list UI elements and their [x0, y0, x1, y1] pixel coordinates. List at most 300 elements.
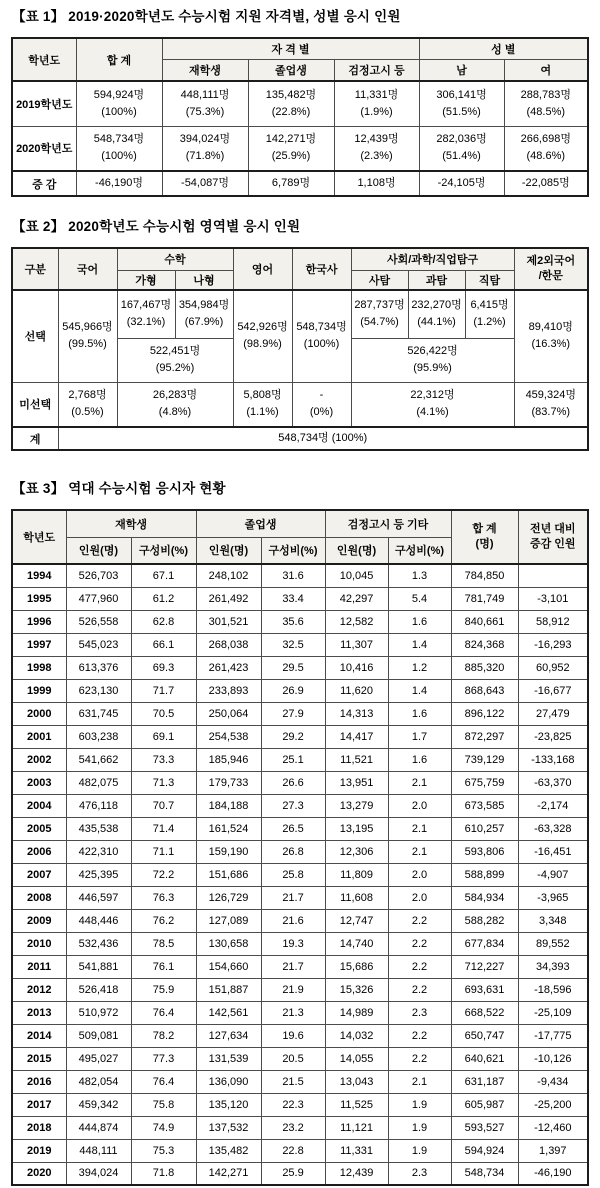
cell-yoy-diff: -3,101 [518, 587, 588, 610]
header-korean: 국어 [58, 248, 117, 290]
cell-total: 781,749 [451, 587, 518, 610]
cell-ged-count: 12,747 [325, 909, 388, 932]
cell-science [408, 290, 465, 338]
year-cell: 2011 [12, 955, 66, 978]
cell-ged-ratio: 1.6 [388, 610, 451, 633]
cell-enrolled-ratio: 61.2 [131, 587, 196, 610]
cell-ged-ratio: 2.3 [388, 1001, 451, 1024]
header-inquiry-group: 사회/과학/직업탐구 [351, 248, 514, 270]
cell-ged-count: 12,582 [325, 610, 388, 633]
cell-ged-ratio: 2.2 [388, 978, 451, 1001]
header-gender-group: 성 별 [419, 38, 588, 59]
header-line: 전년 대비 [530, 523, 576, 535]
cell-graduate-count: 131,539 [196, 1047, 261, 1070]
count-line: 6,415명 [470, 299, 509, 312]
cell-enrolled-ratio: 70.7 [131, 794, 196, 817]
cell-graduate-ratio: 25.9 [261, 1162, 325, 1185]
table-row [12, 932, 588, 955]
cell-yoy-diff: -17,775 [518, 1024, 588, 1047]
table-row [12, 725, 588, 748]
cell-ged-ratio: 2.0 [388, 886, 451, 909]
cell-enrolled-count: 477,960 [66, 587, 131, 610]
percent-line: (71.8%) [185, 150, 225, 163]
header-total [451, 510, 518, 564]
cell-enrolled-count: 613,376 [66, 656, 131, 679]
cell-ged-count: 12,306 [325, 840, 388, 863]
cell-ged-ratio: 2.2 [388, 955, 451, 978]
table-row [12, 1116, 588, 1139]
table-row [12, 978, 588, 1001]
header-math-b: 나형 [175, 270, 233, 290]
percent-line: (99.5%) [68, 338, 107, 351]
cell-graduate-ratio: 21.3 [261, 1001, 325, 1024]
cell-enrolled-count: 444,874 [66, 1116, 131, 1139]
cell-grand-total: 548,734명 (100%) [58, 427, 588, 450]
header-row [12, 38, 588, 59]
cell-ged-ratio: 1.4 [388, 633, 451, 656]
cell-total: 824,368 [451, 633, 518, 656]
header-qualification-group: 자 격 별 [162, 38, 419, 59]
count-line: 89,410명 [528, 321, 573, 334]
count-line: 545,966명 [62, 321, 113, 334]
cell-enrolled-count: 541,662 [66, 748, 131, 771]
year-cell: 1994 [12, 564, 66, 587]
year-cell: 2015 [12, 1047, 66, 1070]
cell-enrolled-count: 510,972 [66, 1001, 131, 1024]
cell-graduate-ratio: 20.5 [261, 1047, 325, 1070]
table-row [12, 1139, 588, 1162]
cell-ged-ratio: 1.6 [388, 702, 451, 725]
cell-ged-count: 10,416 [325, 656, 388, 679]
count-line: 287,737명 [354, 299, 405, 312]
cell-yoy-diff: -4,907 [518, 863, 588, 886]
cell [162, 81, 248, 126]
cell-graduate-ratio: 26.5 [261, 817, 325, 840]
cell-ged-count: 11,521 [325, 748, 388, 771]
header-graduate-group: 졸업생 [196, 510, 325, 537]
header-graduate: 졸업생 [248, 59, 334, 81]
cell-ged-ratio: 1.6 [388, 748, 451, 771]
cell-enrolled-count: 603,238 [66, 725, 131, 748]
cell-history [292, 290, 351, 382]
year-cell: 2013 [12, 1001, 66, 1024]
cell-total: 650,747 [451, 1024, 518, 1047]
percent-line: (1.1%) [246, 406, 279, 419]
percent-line: (0%) [309, 406, 334, 419]
count-line: 459,324명 [525, 389, 576, 402]
header-line: 합 계 [472, 523, 497, 535]
cell-total: 640,621 [451, 1047, 518, 1070]
table-row [12, 771, 588, 794]
table-row [12, 1024, 588, 1047]
table-row [12, 817, 588, 840]
table-row [12, 794, 588, 817]
cell-enrolled-count: 482,054 [66, 1070, 131, 1093]
cell [504, 126, 588, 171]
cell-ged-count: 15,686 [325, 955, 388, 978]
cell-total: 693,631 [451, 978, 518, 1001]
count-line: 288,783명 [520, 88, 571, 101]
count-line: 22,312명 [410, 389, 455, 402]
cell-math-a [117, 290, 175, 338]
year-cell: 2002 [12, 748, 66, 771]
year-cell: 2006 [12, 840, 66, 863]
cell-yoy-diff: -10,126 [518, 1047, 588, 1070]
cell-ged-count: 13,043 [325, 1070, 388, 1093]
cell-graduate-ratio: 21.7 [261, 955, 325, 978]
cell-english [233, 290, 292, 382]
cell [248, 126, 334, 171]
table-row [12, 1162, 588, 1185]
cell-enrolled-ratio: 78.2 [131, 1024, 196, 1047]
cell-enrolled-ratio: 75.8 [131, 1093, 196, 1116]
table-row [12, 679, 588, 702]
cell-ged-ratio: 2.2 [388, 909, 451, 932]
cell-enrolled-count: 446,597 [66, 886, 131, 909]
table-row [12, 1070, 588, 1093]
header-line: /한문 [538, 270, 563, 282]
header-line: (명) [475, 538, 494, 550]
count-line: 2,768명 [68, 389, 107, 402]
cell-ged-ratio: 2.0 [388, 794, 451, 817]
cell-yoy-diff: -63,370 [518, 771, 588, 794]
cell-yoy-diff: 58,912 [518, 610, 588, 633]
cell-enrolled-count: 509,081 [66, 1024, 131, 1047]
cell: -22,085명 [504, 171, 588, 196]
header-line: 제2외국어 [526, 255, 576, 267]
cell-ged-count: 11,331 [325, 1139, 388, 1162]
cell-graduate-ratio: 32.5 [261, 633, 325, 656]
cell-total: 588,899 [451, 863, 518, 886]
header-ged: 검정고시 등 [334, 59, 419, 81]
cell-second-language [514, 290, 588, 382]
cell-math-b [175, 290, 233, 338]
cell-graduate-count: 254,538 [196, 725, 261, 748]
year-cell: 2003 [12, 771, 66, 794]
percent-line: (100%) [101, 150, 137, 163]
cell [419, 126, 504, 171]
cell-ged-count: 11,121 [325, 1116, 388, 1139]
cell-total: 784,850 [451, 564, 518, 587]
percent-line: (2.3%) [360, 150, 393, 163]
cell-total: 872,297 [451, 725, 518, 748]
header-ratio: 구성비(%) [261, 537, 325, 564]
cell-enrolled-ratio: 76.1 [131, 955, 196, 978]
cell-graduate-ratio: 21.5 [261, 1070, 325, 1093]
year-cell: 2008 [12, 886, 66, 909]
cell [334, 126, 419, 171]
percent-line: (0.5%) [71, 406, 104, 419]
table3 [11, 509, 589, 1186]
cell-enrolled-count: 435,538 [66, 817, 131, 840]
diff-row [12, 171, 588, 196]
cell-graduate-count: 268,038 [196, 633, 261, 656]
table-row [12, 886, 588, 909]
cell-yoy-diff: -2,174 [518, 794, 588, 817]
cell-total: 584,934 [451, 886, 518, 909]
cell-yoy-diff [518, 564, 588, 587]
table-row [12, 656, 588, 679]
cell-yoy-diff: -133,168 [518, 748, 588, 771]
cell-graduate-count: 137,532 [196, 1116, 261, 1139]
cell-ged-count: 14,989 [325, 1001, 388, 1024]
header-second-language [514, 248, 588, 290]
cell-ged-ratio: 1.2 [388, 656, 451, 679]
cell-enrolled-count: 526,558 [66, 610, 131, 633]
cell-graduate-ratio: 25.8 [261, 863, 325, 886]
cell-ged-count: 11,525 [325, 1093, 388, 1116]
cell-graduate-ratio: 29.5 [261, 656, 325, 679]
cell-yoy-diff: -25,109 [518, 1001, 588, 1024]
percent-line: (1.2%) [473, 316, 506, 329]
header-ratio: 구성비(%) [131, 537, 196, 564]
percent-line: (95.9%) [413, 362, 452, 374]
table1 [11, 37, 589, 197]
count-line: 354,984명 [178, 299, 230, 312]
total-row [12, 427, 588, 450]
cell-enrolled-count: 448,111 [66, 1139, 131, 1162]
cell-enrolled-ratio: 71.8 [131, 1162, 196, 1185]
count-line: 542,926명 [237, 321, 288, 334]
count-line: 135,482명 [265, 88, 317, 101]
count-line: 11,331명 [354, 88, 399, 101]
cell-ged-count: 11,307 [325, 633, 388, 656]
cell-inquiry [351, 382, 514, 427]
header-count: 인원(명) [325, 537, 388, 564]
cell: -24,105명 [419, 171, 504, 196]
table2 [11, 247, 589, 451]
cell-total: 548,734 [451, 1162, 518, 1185]
cell-graduate-ratio: 27.9 [261, 702, 325, 725]
cell-graduate-ratio: 31.6 [261, 564, 325, 587]
cell-ged-count: 13,195 [325, 817, 388, 840]
header-line: 증감 인원 [530, 538, 576, 550]
cell-yoy-diff: 34,393 [518, 955, 588, 978]
table-row [12, 587, 588, 610]
cell-yoy-diff: -18,596 [518, 978, 588, 1001]
table3-body [12, 564, 588, 1185]
cell-enrolled-ratio: 62.8 [131, 610, 196, 633]
cell-ged-count: 15,326 [325, 978, 388, 1001]
cell-graduate-count: 261,423 [196, 656, 261, 679]
cell-enrolled-ratio: 70.5 [131, 702, 196, 725]
cell-ged-ratio: 2.0 [388, 863, 451, 886]
cell-enrolled-count: 495,027 [66, 1047, 131, 1070]
cell-graduate-count: 261,492 [196, 587, 261, 610]
selected-row [12, 290, 588, 338]
cell-graduate-count: 154,660 [196, 955, 261, 978]
cell-total: 739,129 [451, 748, 518, 771]
cell [334, 81, 419, 126]
cell-graduate-ratio: 21.6 [261, 909, 325, 932]
table-row [12, 840, 588, 863]
cell-graduate-count: 250,064 [196, 702, 261, 725]
cell-graduate-count: 179,733 [196, 771, 261, 794]
cell-graduate-count: 135,120 [196, 1093, 261, 1116]
cell-total: 594,924 [451, 1139, 518, 1162]
count-line: 232,270명 [411, 299, 462, 312]
cell-graduate-ratio: 22.8 [261, 1139, 325, 1162]
header-category: 구분 [12, 248, 58, 290]
cell-yoy-diff: -23,825 [518, 725, 588, 748]
year-cell: 2009 [12, 909, 66, 932]
header-year: 학년도 [12, 38, 76, 81]
cell-graduate-count: 130,658 [196, 932, 261, 955]
count-line: - [319, 389, 324, 402]
cell [162, 126, 248, 171]
cell-yoy-diff: -9,434 [518, 1070, 588, 1093]
header-ged-group: 검정고시 등 기타 [325, 510, 451, 537]
cell-yoy-diff: 3,348 [518, 909, 588, 932]
cell-english [233, 382, 292, 427]
cell-graduate-ratio: 29.2 [261, 725, 325, 748]
cell-enrolled-count: 526,703 [66, 564, 131, 587]
cell-ged-count: 14,313 [325, 702, 388, 725]
cell-graduate-ratio: 26.8 [261, 840, 325, 863]
table-row [12, 610, 588, 633]
cell-history [292, 382, 351, 427]
cell-total: 593,527 [451, 1116, 518, 1139]
cell-math-subtotal [117, 338, 233, 382]
percent-line: (48.6%) [526, 150, 566, 163]
cell-math [117, 382, 233, 427]
cell-ged-count: 14,417 [325, 725, 388, 748]
cell-enrolled-ratio: 76.4 [131, 1070, 196, 1093]
cell-enrolled-count: 482,075 [66, 771, 131, 794]
cell-enrolled-ratio: 71.7 [131, 679, 196, 702]
cell-total: 588,282 [451, 909, 518, 932]
count-line: 548,734명 [93, 133, 145, 146]
cell-graduate-ratio: 33.4 [261, 587, 325, 610]
year-cell: 2016 [12, 1070, 66, 1093]
year-cell: 2005 [12, 817, 66, 840]
header-male: 남 [419, 59, 504, 81]
cell-ged-ratio: 5.4 [388, 587, 451, 610]
unselected-row [12, 382, 588, 427]
cell-graduate-count: 233,893 [196, 679, 261, 702]
cell-total: 675,759 [451, 771, 518, 794]
cell-enrolled-ratio: 69.1 [131, 725, 196, 748]
cell-yoy-diff: 27,479 [518, 702, 588, 725]
cell-ged-count: 11,608 [325, 886, 388, 909]
cell-graduate-count: 126,729 [196, 886, 261, 909]
year-cell: 1995 [12, 587, 66, 610]
header-total: 합 계 [76, 38, 162, 81]
year-cell: 2007 [12, 863, 66, 886]
cell-enrolled-count: 459,342 [66, 1093, 131, 1116]
header-social: 사탐 [351, 270, 408, 290]
percent-line: (75.3%) [185, 105, 225, 118]
header-female: 여 [504, 59, 588, 81]
cell-graduate-count: 301,521 [196, 610, 261, 633]
cell-ged-ratio: 1.7 [388, 725, 451, 748]
header-enrolled-group: 재학생 [66, 510, 196, 537]
cell-total: 677,834 [451, 932, 518, 955]
row-label: 미선택 [12, 382, 58, 427]
count-line: 266,698명 [520, 133, 571, 146]
cell-ged-count: 14,740 [325, 932, 388, 955]
cell-enrolled-ratio: 75.9 [131, 978, 196, 1001]
cell-ged-ratio: 2.3 [388, 1162, 451, 1185]
cell-ged-ratio: 1.3 [388, 564, 451, 587]
cell-ged-ratio: 2.1 [388, 840, 451, 863]
percent-line: (4.1%) [416, 406, 449, 419]
percent-line: (51.5%) [442, 105, 481, 118]
percent-line: (100%) [101, 105, 137, 118]
percent-line: (67.9%) [184, 316, 224, 329]
cell-ged-ratio: 2.1 [388, 1070, 451, 1093]
cell-yoy-diff: -16,451 [518, 840, 588, 863]
cell-total: 631,187 [451, 1070, 518, 1093]
cell-total: 668,522 [451, 1001, 518, 1024]
percent-line: (44.1%) [417, 316, 456, 329]
percent-line: (16.3%) [531, 338, 571, 351]
percent-line: (54.7%) [360, 316, 399, 329]
cell-graduate-ratio: 23.2 [261, 1116, 325, 1139]
cell-enrolled-count: 526,418 [66, 978, 131, 1001]
cell-graduate-ratio: 25.1 [261, 748, 325, 771]
count-line: 142,271명 [265, 133, 317, 146]
count-line: 548,734명 [296, 321, 347, 334]
count-line: 26,283명 [152, 389, 198, 402]
cell: 1,108명 [334, 171, 419, 196]
year-cell: 2019 [12, 1139, 66, 1162]
cell-ged-count: 10,045 [325, 564, 388, 587]
cell: 6,789명 [248, 171, 334, 196]
cell-graduate-count: 159,190 [196, 840, 261, 863]
cell-yoy-diff: -3,965 [518, 886, 588, 909]
cell-enrolled-count: 448,446 [66, 909, 131, 932]
header-row [12, 248, 588, 270]
percent-line: (51.4%) [442, 150, 481, 163]
count-line: 448,111명 [180, 88, 230, 101]
header-yoy-diff [518, 510, 588, 564]
cell-ged-count: 13,279 [325, 794, 388, 817]
header-ratio: 구성비(%) [388, 537, 451, 564]
cell-enrolled-ratio: 71.3 [131, 771, 196, 794]
cell-yoy-diff: -25,200 [518, 1093, 588, 1116]
count-line: 167,467명 [120, 299, 172, 312]
cell-graduate-count: 161,524 [196, 817, 261, 840]
row-label: 2019학년도 [12, 81, 76, 126]
cell-graduate-ratio: 27.3 [261, 794, 325, 817]
count-line: 522,451명 [149, 345, 201, 357]
cell-enrolled-ratio: 69.3 [131, 656, 196, 679]
cell-ged-count: 11,620 [325, 679, 388, 702]
cell-graduate-count: 184,188 [196, 794, 261, 817]
cell-total: 868,643 [451, 679, 518, 702]
cell-graduate-count: 151,686 [196, 863, 261, 886]
row-label: 증 감 [12, 171, 76, 196]
cell: -46,190명 [76, 171, 162, 196]
table-row [12, 863, 588, 886]
cell-graduate-count: 142,561 [196, 1001, 261, 1024]
table2-title: 【표 2】 2020학년도 수능시험 영역별 응시 인원 [12, 219, 301, 234]
year-cell: 2001 [12, 725, 66, 748]
table-row [12, 1047, 588, 1070]
percent-line: (95.2%) [155, 362, 195, 374]
cell [504, 81, 588, 126]
cell-social [351, 290, 408, 338]
year-cell: 1998 [12, 656, 66, 679]
cell-ged-ratio: 1.9 [388, 1139, 451, 1162]
header-english: 영어 [233, 248, 292, 290]
table-row [12, 1001, 588, 1024]
cell-total: 840,661 [451, 610, 518, 633]
cell-ged-count: 14,032 [325, 1024, 388, 1047]
percent-line: (4.8%) [158, 406, 192, 419]
cell-enrolled-ratio: 66.1 [131, 633, 196, 656]
